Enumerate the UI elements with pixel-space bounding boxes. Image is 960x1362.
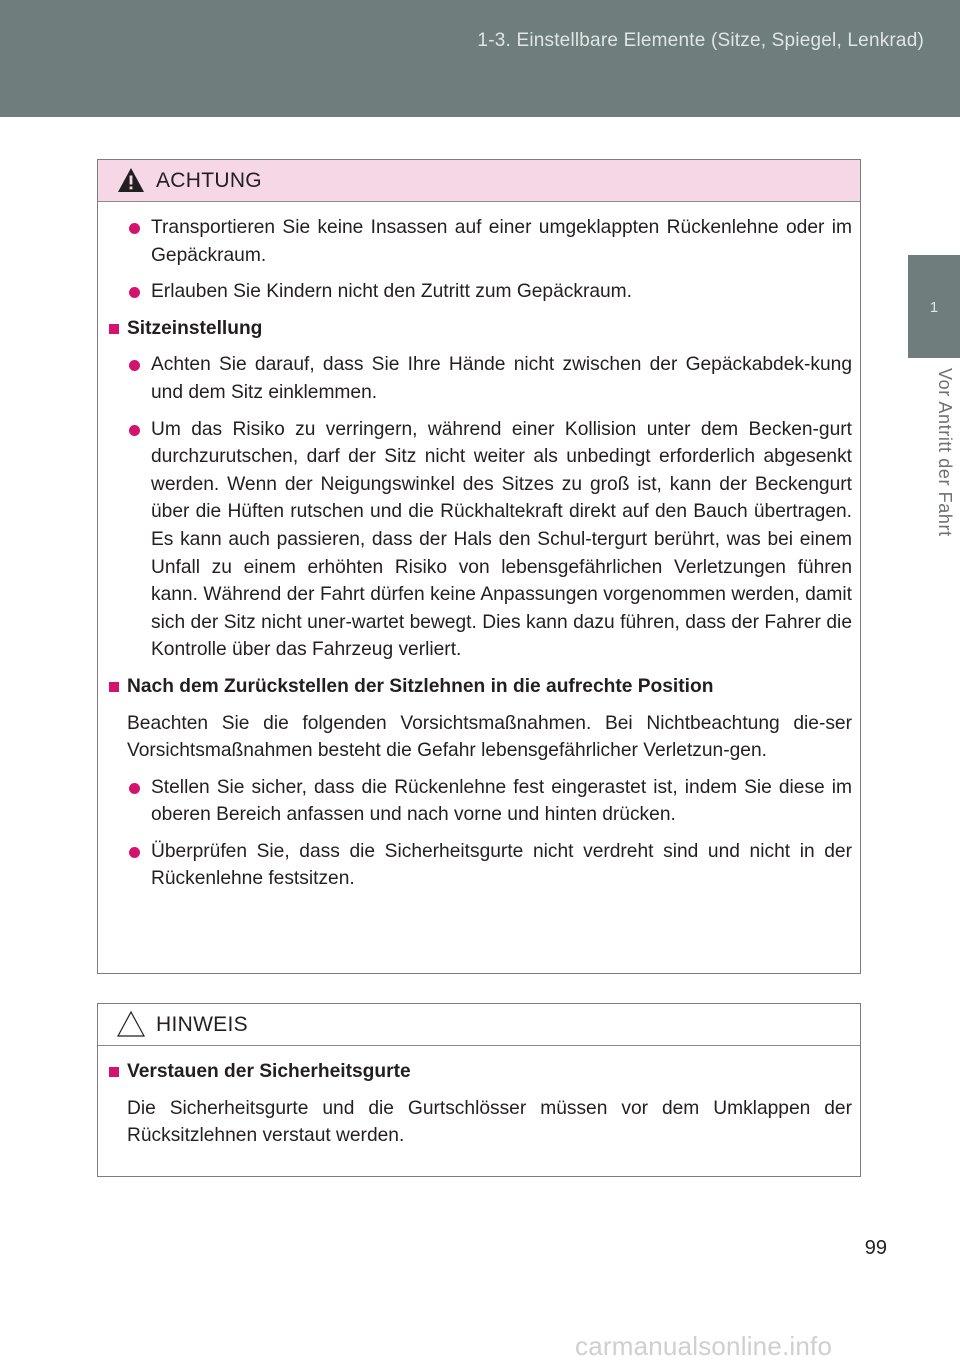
chapter-tab <box>908 255 960 358</box>
item-text: Um das Risiko zu verringern, während einer Kollision unter dem Becken-gurt durchzurutschen, darf der Sitz nicht weiter als unbedingt erforderlich abgesenkt werden. Wenn der Neigungswinkel des Sitzes zu groß ist, kann der Beckengurt über die Hüften rutschen und die Rückhaltekraft direkt auf den Bauch übertragen. Es kann auch passieren, dass der Hals den Schul-tergurt berührt, was bei einem Unfall zu einem erhöhten Risiko von lebensgefährlichen Verletzungen führen kann. Während der Fahrt dürfen keine Anpassungen vorgenommen werden, damit sich der Sitz nicht uner-wartet bewegt. Dies kann dazu führen, dass der Fahrer die Kontrolle über das Fahrzeug verliert. <box>151 418 852 661</box>
paragraph <box>106 710 852 765</box>
section-title: 1-3. Einstellbare Elemente (Sitze, Spiegel, Lenkrad) <box>477 30 924 51</box>
bullet-item <box>106 351 852 406</box>
watermark: carmanualsonline.info <box>575 1331 833 1361</box>
chapter-title: Vor Antritt der Fahrt <box>935 368 955 537</box>
hinweis-box <box>97 1003 861 1177</box>
section-heading <box>106 315 852 343</box>
round-bullet-icon <box>129 287 140 298</box>
chapter-number: 1 <box>929 299 939 316</box>
round-bullet-icon <box>129 783 140 794</box>
achtung-title: ACHTUNG <box>156 169 262 192</box>
round-bullet-icon <box>129 847 140 858</box>
achtung-box <box>97 159 861 974</box>
bullet-item <box>106 214 852 269</box>
item-text: Transportieren Sie keine Insassen auf einer umgeklappten Rückenlehne oder im Gepäckraum. <box>151 217 852 266</box>
section-heading <box>106 673 852 701</box>
achtung-header <box>98 160 860 202</box>
bullet-item <box>106 838 852 893</box>
hinweis-title: HINWEIS <box>156 1013 248 1036</box>
header-band <box>0 0 960 117</box>
item-text: Verstauen der Sicherheitsgurte <box>127 1061 411 1082</box>
item-text: Stellen Sie sicher, dass die Rückenlehne fest eingerastet ist, indem Sie diese im oberen Bereich anfassen und nach vorne und hinten drücken. <box>151 776 852 826</box>
round-bullet-icon <box>129 223 140 234</box>
caution-outline-icon <box>116 1010 146 1038</box>
item-text: Sitzeinstellung <box>127 317 263 339</box>
item-text: Nach dem Zurückstellen der Sitzlehnen in die aufrechte Position <box>127 675 714 697</box>
bullet-item <box>106 278 852 306</box>
hinweis-header <box>98 1004 860 1046</box>
bullet-item <box>106 774 852 829</box>
item-text: Beachten Sie die folgenden Vorsichtsmaßnahmen. Bei Nichtbeachtung die-ser Vorsichtsmaßnahmen besteht die Gefahr lebensgefährlicher Verletzun-gen. <box>127 712 852 762</box>
hinweis-body <box>98 1046 860 1173</box>
item-text: Überprüfen Sie, dass die Sicherheitsgurte nicht verdreht sind und nicht in der Rückenlehne festsitzen. <box>151 840 852 890</box>
section-heading <box>106 1058 852 1086</box>
bullet-item <box>106 416 852 664</box>
paragraph <box>106 1095 852 1150</box>
square-bullet-icon <box>109 324 119 334</box>
warning-icon <box>116 166 146 194</box>
item-text: Erlauben Sie Kindern nicht den Zutritt zum Gepäckraum. <box>151 281 632 303</box>
square-bullet-icon <box>109 682 119 692</box>
square-bullet-icon <box>109 1067 119 1077</box>
page-number: 99 <box>864 1237 887 1259</box>
item-text: Die Sicherheitsgurte und die Gurtschlösser müssen vor dem Umklappen der Rücksitzlehnen verstaut werden. <box>127 1097 852 1147</box>
round-bullet-icon <box>129 425 140 436</box>
round-bullet-icon <box>129 360 140 371</box>
achtung-body <box>98 202 860 916</box>
item-text: Achten Sie darauf, dass Sie Ihre Hände nicht zwischen der Gepäckabdek-kung und dem Sitz einklemmen. <box>151 354 852 403</box>
